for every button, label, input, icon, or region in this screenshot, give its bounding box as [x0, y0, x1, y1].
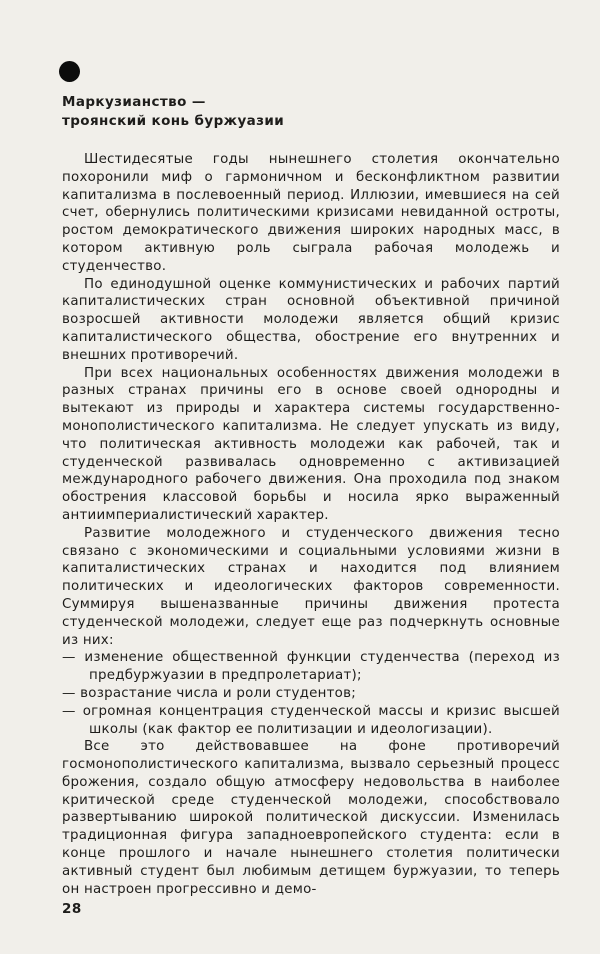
paragraph: Развитие молодежного и студенческого движения тесно связано с экономическими и социальными условиями жизни в капиталистических странах и находится под влиянием политических и идеологических факторов современности. Суммируя вышеназванные причины движения протеста студенческой молодежи, следует еще раз подчеркнуть основные из них: [62, 525, 560, 648]
chapter-title-line1: Маркузианство — [62, 94, 206, 110]
chapter-bullet-icon [59, 61, 80, 82]
paragraph: При всех национальных особенностях движения молодежи в разных странах причины его в основе своей однородны и вытекают из природы и характера системы государственно-монополистического капитализма. Не следует упускать из виду, что политическая активность молодежи как рабочей, так и студенческой развивалась одновременно с активизацией международного рабочего движения. Она проходила под знаком обострения классовой борьбы и носила ярко выраженный антиимпериалистический характер. [62, 365, 560, 523]
paragraph: По единодушной оценке коммунистических и рабочих партий капиталистических стран основной объективной причиной возросшей активности молодежи является общий кризис капиталистического общества, обострение его внутренних и внешних противоречий. [62, 276, 560, 363]
paragraph: Шестидесятые годы нынешнего столетия окончательно похоронили миф о гармоничном и бесконфликтном развитии капитализма в послевоенный период. Иллюзии, имевшиеся на сей счет, обернулись политическими кризисами невиданной остроты, ростом демократического движения широких народных масс, в котором активную роль сыграла рабочая молодежь и студенчество. [62, 152, 560, 274]
page-body [62, 151, 560, 898]
page-number: 28 [62, 901, 82, 917]
chapter-title [62, 93, 284, 131]
paragraph: Все это действовавшее на фоне противоречий госмонополистического капитализма, вызвало серьезный процесс брожения, создало общую атмосферу недовольства в наиболее критической среде студенческой молодежи, способствовало развертыванию широкой политической дискуссии. Изменилась традиционная фигура западноевропейского студента: если в конце прошлого и начале нынешнего столетия политически активный студент был любимым детищем буржуазии, то теперь он настроен прогрессивно и демо- [62, 739, 560, 897]
list-item: — возрастание числа и роли студентов; [62, 685, 357, 701]
list-item: — изменение общественной функции студенчества (переход из предбуржуазии в предпролетариат); [62, 650, 560, 684]
list-item: — огромная концентрация студенческой массы и кризис высшей школы (как фактор ее политизации и идеологизации). [62, 703, 560, 737]
chapter-title-line2: троянский конь буржуазии [62, 113, 285, 129]
